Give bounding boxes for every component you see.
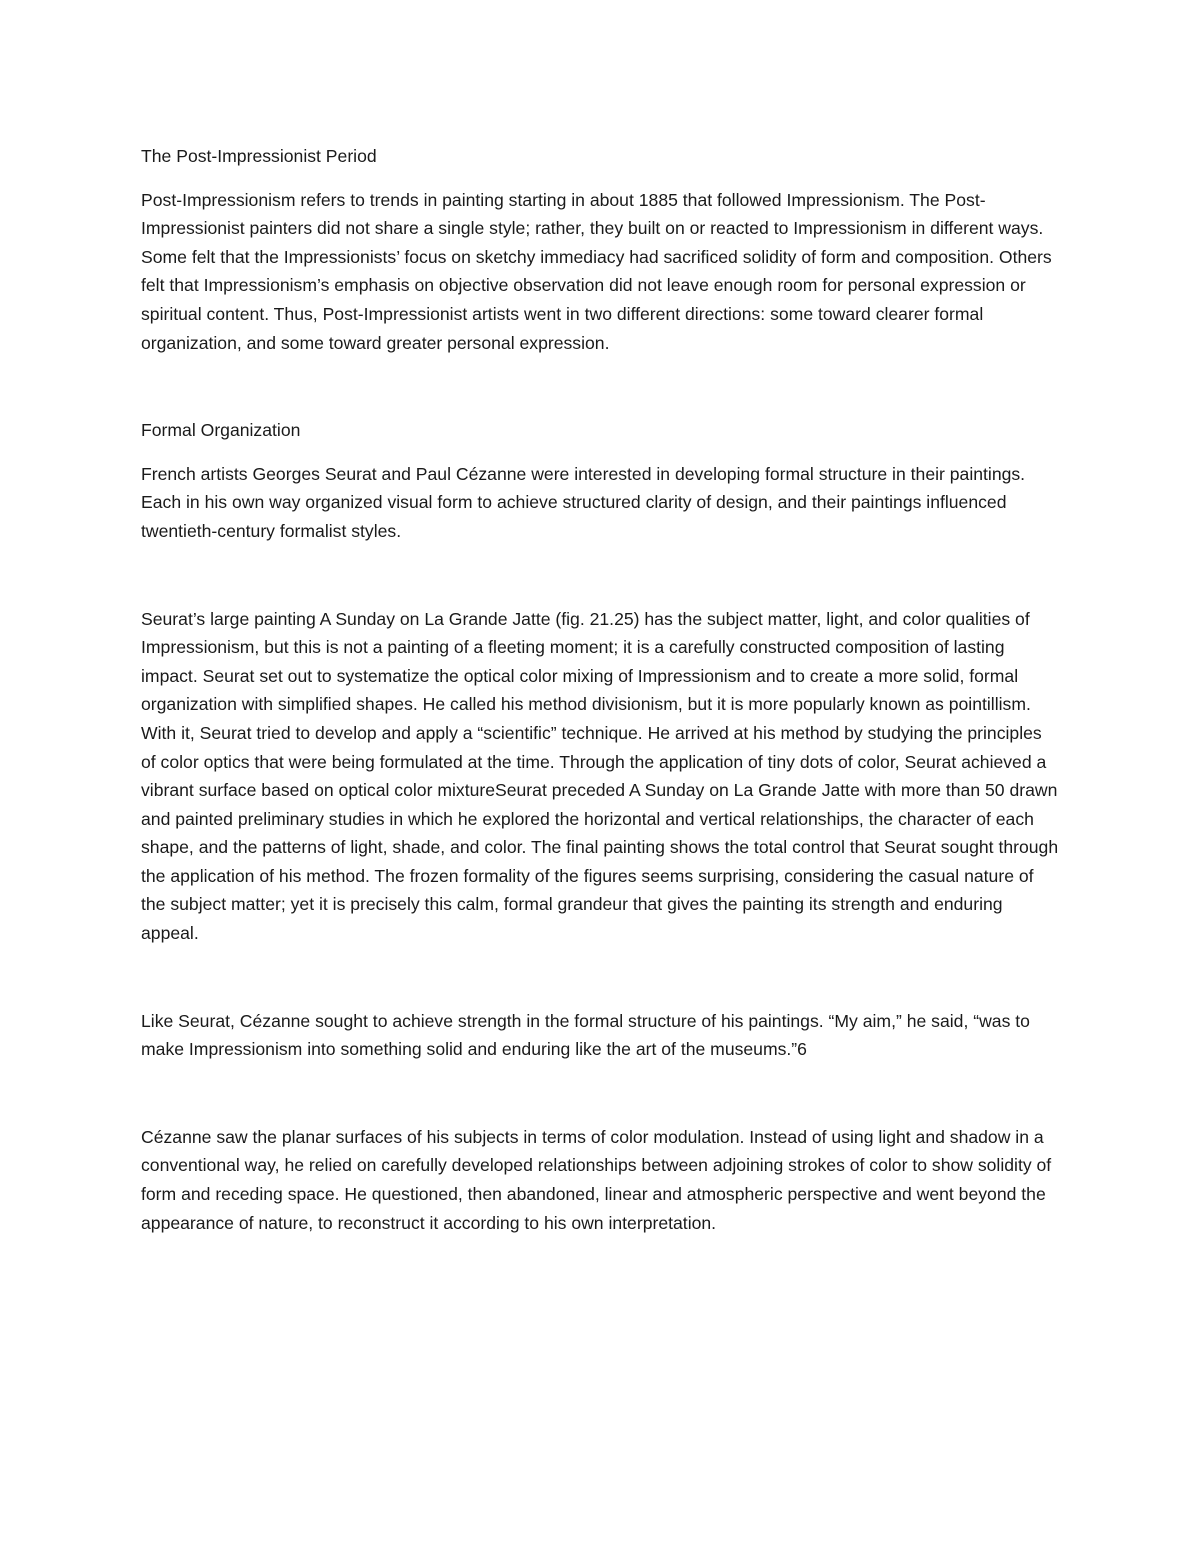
paragraph-seurat-cezanne-intro: French artists Georges Seurat and Paul Cézanne were interested in developing formal structure in their paintings. Each in his own way organized visual form to achieve structured clarity of design, and their paintings influenced twentieth-century formalist styles. (141, 463, 1026, 541)
paragraph-seurat-grande-jatte: Seurat’s large painting A Sunday on La Grande Jatte (fig. 21.25) has the subject matter, light, and color qualities of Impressionism, but this is not a painting of a fleeting moment; it is a carefully constructed composition of lasting impact. Seurat set out to systematize the optical color mixing of Impressionism and to create a more solid, formal organization with simplified shapes. He called his method divisionism, but it is more popularly known as pointillism. With it, Seurat tried to develop and apply a “scientific” technique. He arrived at his method by studying the principles of color optics that were being formulated at the time. Through the application of tiny dots of color, Seurat achieved a vibrant surface based on optical color mixtureSeurat preceded A Sunday on La Grande Jatte with more than 50 drawn and painted preliminary studies in which he explored the horizontal and vertical relationships, the character of each shape, and the patterns of light, shade, and color. The final painting shows the total control that Seurat sought through the application of his method. The frozen formality of the figures seems surprising, considering the casual nature of the subject matter; yet it is precisely this calm, formal grandeur that gives the painting its strength and enduring appeal. (141, 608, 1059, 944)
section-heading-post-impressionist-period: The Post-Impressionist Period (141, 146, 377, 166)
paragraph-cezanne-color-modulation: Cézanne saw the planar surfaces of his subjects in terms of color modulation. Instead of using light and shadow in a conventional way, he relied on carefully developed relationships between adjoining strokes of color to show solidity of form and receding space. He questioned, then abandoned, linear and atmospheric perspective and went beyond the appearance of nature, to reconstruct it according to his own interpretation. (141, 1126, 1052, 1233)
paragraph-intro: Post-Impressionism refers to trends in painting starting in about 1885 that followed Impressionism. The Post-Impressionist painters did not share a single style; rather, they built on or reacted to Impressionism in different ways. Some felt that the Impressionists’ focus on sketchy immediacy had sacrificed solidity of form and composition. Others felt that Impressionism’s emphasis on objective observation did not leave enough room for personal expression or spiritual content. Thus, Post-Impressionist artists went in two different directions: some toward clearer formal organization, and some toward greater personal expression. (141, 189, 1052, 353)
document-body (141, 142, 1061, 1237)
paragraph-cezanne-aim: Like Seurat, Cézanne sought to achieve strength in the formal structure of his paintings. “My aim,” he said, “was to make Impressionism into something solid and enduring like the art of the museums.”6 (141, 1010, 1030, 1060)
section-heading-formal-organization: Formal Organization (141, 420, 301, 441)
